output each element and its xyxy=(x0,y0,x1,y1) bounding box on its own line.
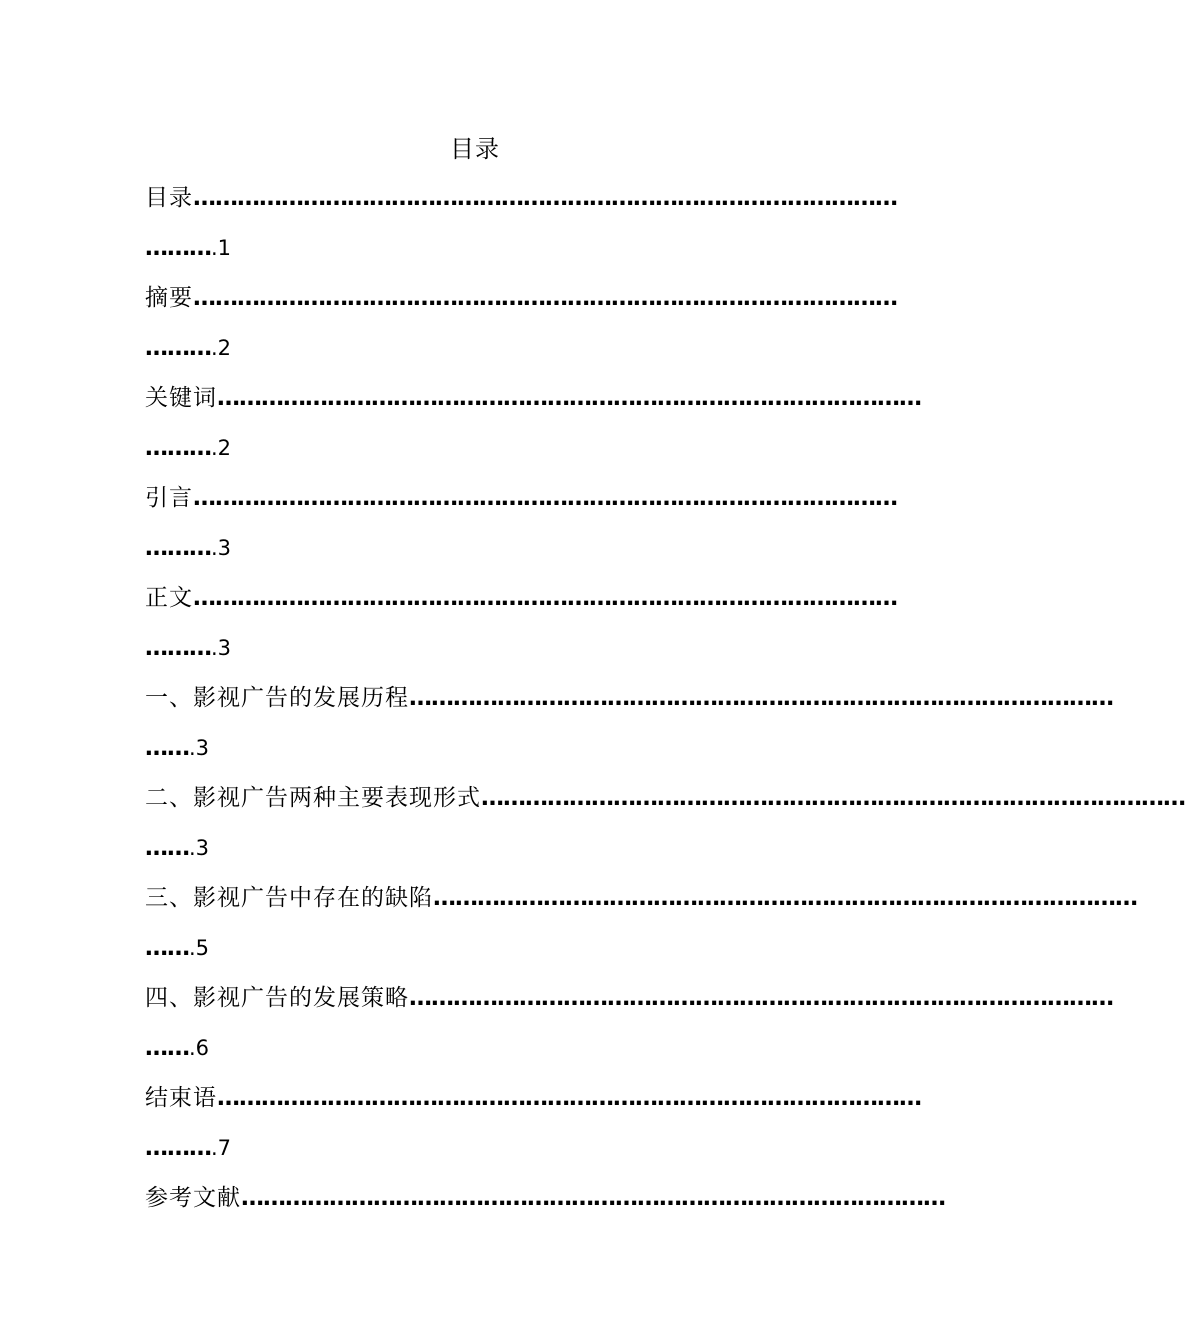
toc-page-number: .1 xyxy=(211,236,232,260)
dot-leader: …………………………………………………………………………………… xyxy=(481,785,1185,811)
toc-entry-continuation xyxy=(145,630,802,680)
toc-entry-label: 结束语 xyxy=(145,1085,217,1111)
toc-page-number: .7 xyxy=(211,1136,232,1160)
toc-page-number: .3 xyxy=(211,536,232,560)
toc-entry-continuation xyxy=(145,1030,802,1080)
toc-entry-line xyxy=(145,280,897,330)
toc-entry[interactable] xyxy=(145,280,897,380)
toc-page-number: .5 xyxy=(189,936,210,960)
toc-page-number: .3 xyxy=(189,736,210,760)
toc-title: 目录 xyxy=(450,135,500,163)
toc-entry-label: 四、影视广告的发展策略 xyxy=(145,985,409,1011)
toc-entry-label: 关键词 xyxy=(145,385,217,411)
toc-entry-continuation xyxy=(145,930,802,980)
toc-entry-label: 目录 xyxy=(145,185,193,211)
dot-leader: …………………………………………………………………………………… xyxy=(409,685,1113,711)
toc-entry-line xyxy=(145,380,921,430)
dot-leader-tail: ……… xyxy=(145,535,211,561)
dot-leader-tail: ……… xyxy=(145,435,211,461)
toc-entry-continuation xyxy=(145,430,802,480)
dot-leader-tail: ……… xyxy=(145,635,211,661)
dot-leader: …………………………………………………………………………………… xyxy=(241,1185,945,1211)
dot-leader-tail: ……… xyxy=(145,1135,211,1161)
toc-entry-continuation xyxy=(145,730,802,780)
toc-page-number: .3 xyxy=(211,636,232,660)
toc-entry-label: 三、影视广告中存在的缺陷 xyxy=(145,885,433,911)
toc-entry[interactable] xyxy=(145,180,897,280)
toc-entry-label: 引言 xyxy=(145,485,193,511)
toc-page-number: .2 xyxy=(211,336,232,360)
toc-entry-line xyxy=(145,680,1113,730)
toc-entry[interactable] xyxy=(145,680,1113,780)
toc-entry[interactable] xyxy=(145,880,1137,980)
toc-entry-continuation xyxy=(145,530,802,580)
toc-entry-label: 参考文献 xyxy=(145,1185,241,1211)
toc-entry-continuation xyxy=(145,1130,802,1180)
toc-entry-line xyxy=(145,180,897,230)
toc-entry-line xyxy=(145,780,1185,830)
toc-entry-line xyxy=(145,980,1113,1030)
dot-leader: …………………………………………………………………………………… xyxy=(433,885,1137,911)
toc-entry-label: 一、影视广告的发展历程 xyxy=(145,685,409,711)
toc-entry[interactable] xyxy=(145,580,897,680)
toc-entry-line xyxy=(145,880,1137,930)
toc-entry[interactable] xyxy=(145,1180,945,1230)
dot-leader-tail: …… xyxy=(145,735,189,761)
dot-leader: …………………………………………………………………………………… xyxy=(217,1085,921,1111)
dot-leader: …………………………………………………………………………………… xyxy=(193,485,897,511)
toc-entry[interactable] xyxy=(145,480,897,580)
dot-leader-tail: ……… xyxy=(145,235,211,261)
dot-leader: …………………………………………………………………………………… xyxy=(217,385,921,411)
dot-leader: …………………………………………………………………………………… xyxy=(193,285,897,311)
toc-entry-label: 正文 xyxy=(145,585,193,611)
toc-entry-continuation xyxy=(145,330,802,380)
toc-entry-label: 二、影视广告两种主要表现形式 xyxy=(145,785,481,811)
dot-leader-tail: …… xyxy=(145,835,189,861)
toc-page-number: .6 xyxy=(189,1036,210,1060)
toc-page-number: .2 xyxy=(211,436,232,460)
toc-page-number: .3 xyxy=(189,836,210,860)
dot-leader: …………………………………………………………………………………… xyxy=(409,985,1113,1011)
toc-entry[interactable] xyxy=(145,1080,921,1180)
toc-entry-label: 摘要 xyxy=(145,285,193,311)
toc-entry-continuation xyxy=(145,830,802,880)
dot-leader-tail: …… xyxy=(145,935,189,961)
dot-leader-tail: ……… xyxy=(145,335,211,361)
toc-entry[interactable] xyxy=(145,380,921,480)
dot-leader-tail: …… xyxy=(145,1035,189,1061)
dot-leader: …………………………………………………………………………………… xyxy=(193,585,897,611)
toc-entry-line xyxy=(145,1080,921,1130)
toc-entry-line xyxy=(145,1180,945,1230)
toc-entry-continuation xyxy=(145,230,802,280)
toc-list xyxy=(145,180,1185,1230)
toc-entry[interactable] xyxy=(145,980,1113,1080)
toc-entry[interactable] xyxy=(145,780,1185,880)
toc-entry-line xyxy=(145,580,897,630)
toc-entry-line xyxy=(145,480,897,530)
dot-leader: …………………………………………………………………………………… xyxy=(193,185,897,211)
